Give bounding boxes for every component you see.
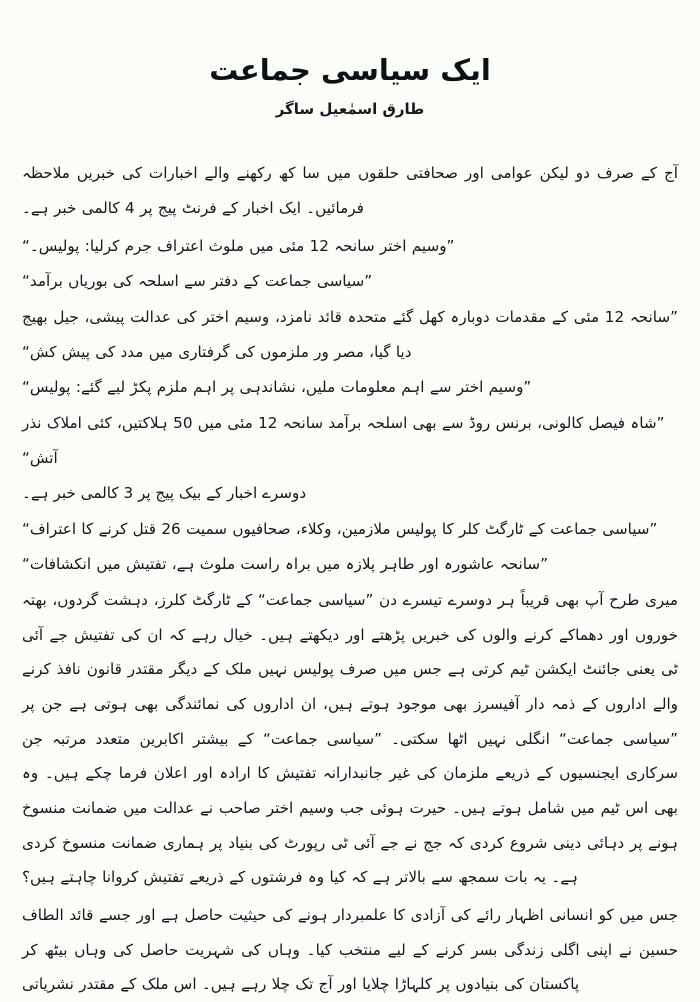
headline-quote: ”سانحہ 12 مئی کے مقدمات دوبارہ کھل گئے متحدہ قائد نامزد، وسیم اختر کی عدالت پیشی، جیل بھیج دیا گیا، مصر ور ملزموں کی گرفتاری میں مدد کی پیش کش“ [22, 307, 678, 361]
title-block [22, 0, 678, 118]
headline-quote: ”سیاسی جماعت کے دفتر سے اسلحہ کی بوریاں برآمد“ [22, 272, 373, 291]
main-paragraph: میری طرح آپ بھی قریباً ہر دوسرے تیسرے دن ”سیاسی جماعت“ کے ٹارگٹ کلرز، دہشت گردوں، بھتہ خوروں اور دھماکے کرنے والوں کی خبریں پڑھتے اور دیکھتے ہیں۔ خیال رہے کہ ان کی تفتیش جے آئی ٹی یعنی جائنٹ ایکشن ٹیم کرتی ہے جس میں صرف پولیس نہیں ملک کے دیگر مقتدر قانون نافذ کرنے والے اداروں کے ذمہ دار آفیسرز بھی موجود ہوتے ہیں، ان اداروں کی نمائندگی بھی ہوتی ہے جن پر ”سیاسی جماعت“ انگلی نہیں اٹھا سکتی۔ ”سیاسی جماعت“ کے بیشتر اکابرین متعدد مرتبہ جن سرکاری ایجنسیوں کے ذریعے ملزمان کی غیر جانبدارانہ تفتیش کا ارادہ اور اعلان فرما چکے ہیں۔ وہ بھی اس ٹیم میں شامل ہوتے ہیں۔ حیرت ہوئی جب وسیم اختر صاحب نے عدالت میں ضمانت منسوخ ہونے پر دہائی دینی شروع کردی کہ جج نے جے آئی ٹی رپورٹ کی بنیاد پر ہماری ضمانت منسوخ کردی ہے۔ یہ بات سمجھ سے بالاتر ہے کہ کیا وہ فرشتوں کے ذریعے تفتیش کروانا چاہتے ہیں؟ [22, 591, 678, 887]
page-title: ایک سیاسی جماعت [209, 53, 491, 87]
back-page-note: دوسرے اخبار کے بیک پیج پر 3 کالمی خبر ہے۔ [22, 484, 307, 503]
headline-quote: ”شاہ فیصل کالونی، برنس روڈ سے بھی اسلحہ برآمد سانحہ 12 مئی میں 50 ہلاکتیں، کئی املاک نذر آتش“ [22, 413, 665, 467]
author-byline: طارق اسمٰعیل ساگر [275, 100, 425, 119]
intro-paragraph: آج کے صرف دو لیکن عوامی اور صحافتی حلقوں میں سا کھ رکھنے والے اخبارات کی خبریں ملاحظہ فرمائیں۔ ایک اخبار کے فرنٹ پیج پر 4 کالمی خبر ہے۔ [22, 164, 678, 217]
document-body [22, 156, 678, 1002]
closing-paragraph: جس میں کو انسانی اظہار رائے کی آزادی کا علمبردار ہونے کی حیثیت حاصل ہے اور جسے قائد الطاف حسین نے اپنی اگلی زندگی بسر کرنے کے لیے منتخب کیا۔ وہاں کی شہریت حاصل کی وہاں بیٹھ کر پاکستان کی بنیادوں پر کلہاڑا چلایا اور آج تک چلا رہے ہیں۔ اس ملک کے مقتدر نشریاتی [22, 906, 678, 994]
headline-quote: ”سیاسی جماعت کے ٹارگٹ کلر کا پولیس ملازمین، وکلاء، صحافیوں سمیت 26 قتل کرنے کا اعتراف“ [22, 519, 658, 538]
headline-quote: ”وسیم اختر سانحہ 12 مئی میں ملوث اعتراف جرم کرلیا: پولیس۔“ [22, 236, 455, 255]
headline-quote: ”وسیم اختر سے اہم معلومات ملیں، نشاندہی پر اہم ملزم پکڑ لیے گئے: پولیس“ [22, 378, 532, 397]
headline-quote: ”سانحہ عاشورہ اور طاہر پلازہ میں براہ راست ملوث ہے، تفتیش میں انکشافات“ [22, 555, 548, 574]
